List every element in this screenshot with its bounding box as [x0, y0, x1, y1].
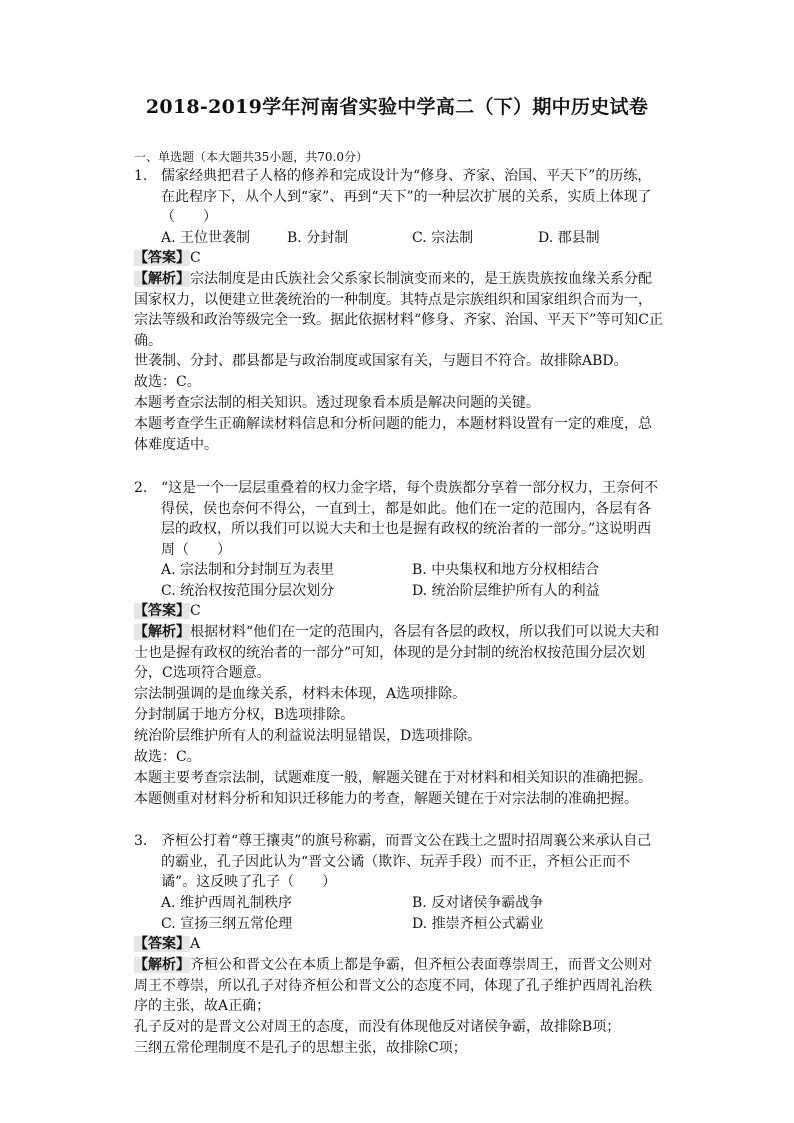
analysis-paragraph: 故选：C。	[134, 374, 201, 390]
analysis-block	[134, 269, 664, 351]
option-d: D. 统治阶层维护所有人的利益	[412, 583, 600, 599]
option-a: A. 维护西周礼制秩序	[161, 895, 293, 911]
analysis-paragraph: 故选：C。	[134, 749, 201, 765]
analysis-block	[134, 955, 664, 1017]
analysis-tag: 【解析】	[134, 957, 190, 973]
option-b: B. 中央集权和地方分权相结合	[412, 562, 600, 578]
answer-line	[134, 934, 664, 955]
question-number: 3.	[134, 833, 148, 849]
option-c: C. 宣扬三纲五常伦理	[161, 916, 293, 932]
answer-value: C	[190, 603, 201, 619]
question-stem: “这是一个一层层重叠着的权力金字塔，每个贵族都分享着一部分权力，王奈何不得侯，侯也奈何不得公，一直到士，都是如此。他们在一定的范围内，各层有各层的政权，所以我们可以说大夫和士也是握有政权的统治者的一部分。”这说明西周（ ）	[161, 480, 659, 558]
question-stem: 齐桓公打着“尊王攘夷”的旗号称霸，而晋文公在践土之盟时招周襄公来承认自己的霸业，孔子因此认为“晋文公谲（欺诈、玩弄手段）而不正，齐桓公正而不谲”。这反映了孔子（ ）	[161, 833, 652, 890]
answer-line	[134, 248, 664, 269]
answer-tag: 【答案】	[134, 603, 190, 619]
question-number: 2.	[134, 480, 148, 496]
question-1	[134, 166, 664, 228]
analysis-paragraph: 三纲五常伦理制度不是孔子的思想主张，故排除C项；	[134, 1040, 467, 1056]
option-c: C. 宗法制	[412, 230, 474, 246]
analysis-paragraph: 宗法制强调的是血缘关系，材料未体现，A选项排除。	[134, 686, 467, 702]
analysis-paragraph: 本题考查宗法制的相关知识。透过现象看本质是解决问题的关键。	[134, 395, 540, 411]
analysis-tag: 【解析】	[134, 624, 190, 640]
answer-tag: 【答案】	[134, 250, 190, 266]
option-a: A. 王位世袭制	[161, 230, 251, 246]
analysis-paragraph: 本题主要考查宗法制，试题难度一般，解题关键在于对材料和相关知识的准确把握。	[134, 770, 652, 786]
option-c: C. 统治权按范围分层次划分	[161, 583, 335, 599]
answer-value: C	[190, 250, 201, 266]
answer-value: A	[190, 936, 201, 952]
analysis-text: 齐桓公和晋文公在本质上都是争霸，但齐桓公表面尊崇周王，而晋文公则对周王不尊崇，所以孔子对待齐桓公和晋文公的态度不同，体现了孔子维护西周礼治秩序的主张，故A正确；	[134, 957, 652, 1014]
analysis-paragraph: 本题侧重对材料分析和知识迁移能力的考查，解题关键在于对宗法制的准确把握。	[134, 791, 638, 807]
analysis-tag: 【解析】	[134, 271, 190, 287]
option-d: D. 推崇齐桓公式霸业	[412, 916, 544, 932]
analysis-paragraph: 本题考查学生正确解读材料信息和分析问题的能力，本题材料设置有一定的难度，总体难度适中。	[134, 416, 652, 453]
question-3	[134, 831, 664, 893]
analysis-text: 宗法制度是由氏族社会父系家长制演变而来的，是王族贵族按血缘关系分配国家权力，以便建立世袭统治的一种制度。其特点是宗族组织和国家组织合而为一，宗法等级和政治等级完全一致。据此依据材料“修身、齐家、治国、平天下”等可知C正确。	[134, 271, 664, 349]
answer-tag: 【答案】	[134, 936, 190, 952]
option-a: A. 宗法制和分封制互为表里	[161, 562, 335, 578]
page-title: 2018-2019学年河南省实验中学高二（下）期中历史试卷	[145, 96, 649, 118]
analysis-paragraph: 统治阶层维护所有人的利益说法明显错误，D选项排除。	[134, 728, 482, 744]
analysis-paragraph: 世袭制、分封、郡县都是与政治制度或国家有关，与题目不符合。故排除ABD。	[134, 353, 628, 369]
question-2	[134, 478, 664, 560]
answer-line	[134, 601, 664, 622]
analysis-block	[134, 622, 664, 684]
analysis-paragraph: 分封制属于地方分权，B选项排除。	[134, 707, 355, 723]
question-stem: 儒家经典把君子人格的修养和完成设计为“修身、齐家、治国、平天下”的历练，在此程序下，从个人到“家”、再到“天下”的一种层次扩展的关系，实质上体现了（ ）	[161, 168, 652, 225]
analysis-paragraph: 孔子反对的是晋文公对周王的态度，而没有体现他反对诸侯争霸，故排除B项；	[134, 1019, 621, 1035]
option-b: B. 反对诸侯争霸战争	[412, 895, 544, 911]
option-d: D. 郡县制	[538, 230, 600, 246]
option-b: B. 分封制	[287, 230, 349, 246]
question-number: 1.	[134, 168, 148, 184]
section-heading: 一、单选题（本大题共35小题，共70.0分）	[134, 150, 368, 164]
analysis-text: 根据材料“他们在一定的范围内，各层有各层的政权，所以我们可以说大夫和士也是握有政权的统治者的一部分”可知，体现的是分封制的统治权按范围分层次划分，C选项符合题意。	[134, 624, 660, 681]
